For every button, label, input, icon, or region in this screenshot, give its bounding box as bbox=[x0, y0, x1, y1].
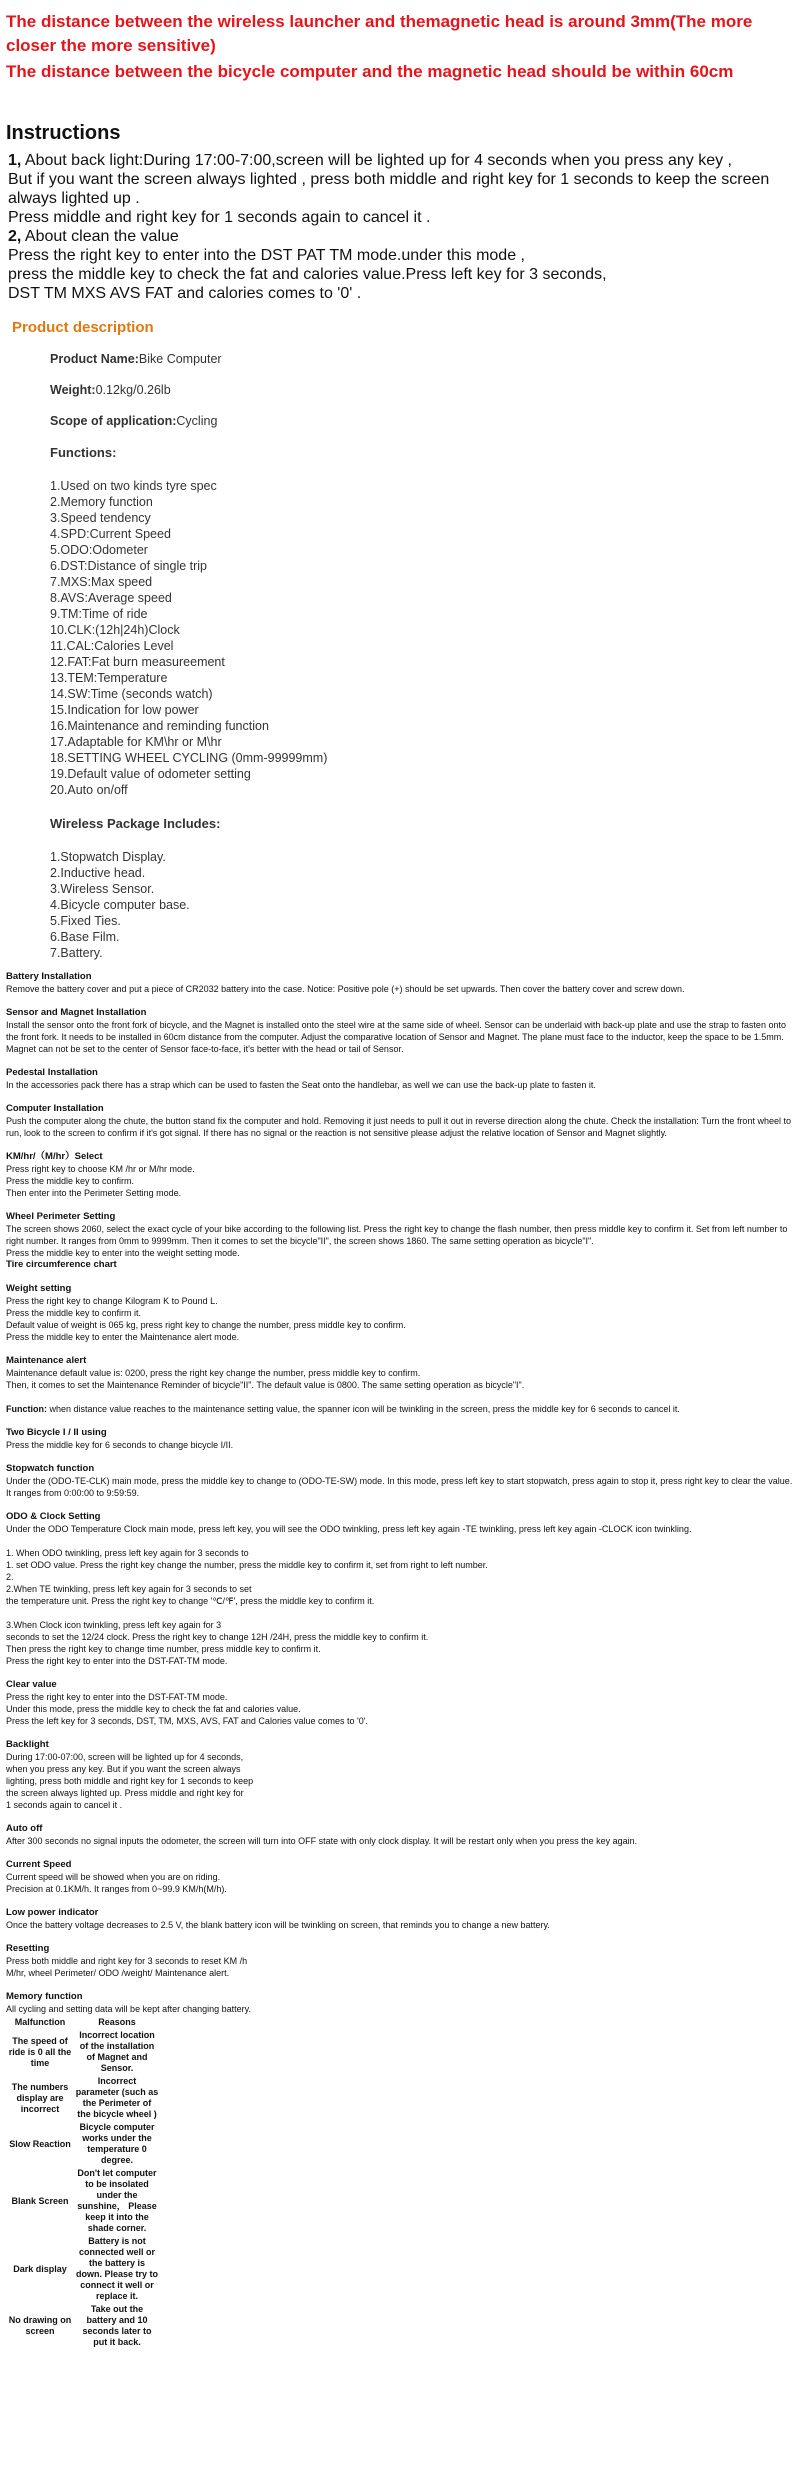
manual-line: Press the right key to enter into the DST-FAT-TM mode. bbox=[6, 1656, 228, 1666]
manual-section bbox=[6, 1991, 794, 2015]
table-row bbox=[6, 2121, 160, 2167]
manual-line: Press the middle key to confirm it. bbox=[6, 1308, 142, 1318]
manual-section-title: Low power indicator bbox=[6, 1907, 99, 1918]
manual-section-body bbox=[6, 1523, 794, 1667]
table-row bbox=[6, 2075, 160, 2121]
functions-list bbox=[50, 478, 800, 798]
manual-line: Then, it comes to set the Maintenance Reminder of bicycle"II". The default value is 0800. The same setting operation as bicycle"I". bbox=[6, 1380, 525, 1390]
table-row bbox=[6, 2303, 160, 2349]
manual-section bbox=[6, 1151, 794, 1199]
manual-section bbox=[6, 1823, 794, 1847]
manual-section-title: Pedestal Installation bbox=[6, 1067, 98, 1078]
function-item: 7.MXS:Max speed bbox=[50, 575, 153, 589]
package-item: 5.Fixed Ties. bbox=[50, 914, 121, 928]
table-row bbox=[6, 2167, 160, 2235]
manual-section bbox=[6, 1739, 794, 1811]
manual-section-body bbox=[6, 1439, 794, 1451]
manual-section-title: Battery Installation bbox=[6, 971, 92, 982]
manual-line: Push the computer along the chute, the button stand fix the computer and hold. Removing it just needs to pull it out in reverse direction along the chute. Check the installation: Turn the front wheel to run, look to the screen to confirm if it's got signal. If there has no signal or the reaction is not sensitive please adjust the relative location of Sensor and Magnet slightly. bbox=[6, 1116, 794, 1138]
manual-section bbox=[6, 1511, 794, 1667]
manual-section-body bbox=[6, 1751, 794, 1811]
function-item: 9.TM:Time of ride bbox=[50, 607, 148, 621]
manual-extra-title: Tire circumference chart bbox=[6, 1259, 117, 1270]
reason-cell: Battery is not connected well or the battery is down. Please try to connect it well or replace it. bbox=[75, 2236, 159, 2301]
product-details bbox=[50, 352, 800, 961]
manual-line: Then press the right key to change time number, press middle key to confirm it. bbox=[6, 1644, 321, 1654]
manual-section-body bbox=[6, 1019, 794, 1055]
manual-line: 1. set ODO value. Press the right key change the number, press the middle key to confirm it, set from right to left number. bbox=[6, 1560, 488, 1570]
manual-section-body bbox=[6, 1475, 794, 1499]
instruction-line bbox=[0, 151, 800, 170]
manual-line bbox=[6, 1535, 794, 1547]
manual-line: Press the left key for 3 seconds, DST, TM, MXS, AVS, FAT and Calories value comes to '0'. bbox=[6, 1716, 368, 1726]
warning-line-2: The distance between the bicycle computer and the magnetic head should be within 60cm bbox=[6, 62, 734, 81]
manual-inline-line bbox=[6, 1403, 794, 1415]
package-item: 2.Inductive head. bbox=[50, 866, 146, 880]
function-item: 3.Speed tendency bbox=[50, 511, 151, 525]
malfunction-cell: Dark display bbox=[13, 2263, 67, 2274]
manual-section-body bbox=[6, 1835, 794, 1847]
manual-section bbox=[6, 1463, 794, 1499]
weight-value: 0.12kg/0.26lb bbox=[95, 383, 171, 397]
reason-cell: Incorrect location of the installation of Magnet and Sensor. bbox=[79, 2030, 155, 2073]
functions-label: Functions: bbox=[50, 445, 117, 460]
manual-line: 1 seconds again to cancel it . bbox=[6, 1800, 123, 1810]
manual-section bbox=[6, 1007, 794, 1055]
weight-field bbox=[50, 383, 800, 397]
manual-section bbox=[6, 1907, 794, 1931]
product-name-label: Product Name: bbox=[50, 352, 139, 366]
manual-line bbox=[6, 1607, 794, 1619]
package-item: 3.Wireless Sensor. bbox=[50, 882, 155, 896]
scope-label: Scope of application: bbox=[50, 414, 177, 428]
malfunction-header: Malfunction bbox=[14, 2017, 66, 2027]
reason-cell: Take out the battery and 10 seconds later to put it back. bbox=[82, 2304, 152, 2347]
manual-section-body bbox=[6, 1367, 794, 1391]
manual-section-body bbox=[6, 1871, 794, 1895]
function-item: 5.ODO:Odometer bbox=[50, 543, 148, 557]
manual-section-title: Resetting bbox=[6, 1943, 50, 1954]
manual-section-title: Wheel Perimeter Setting bbox=[6, 1211, 116, 1222]
function-item: 6.DST:Distance of single trip bbox=[50, 559, 208, 573]
function-item: 2.Memory function bbox=[50, 495, 153, 509]
malfunction-cell: The numbers display are incorrect bbox=[11, 2081, 69, 2114]
manual-line: the temperature unit. Press the right key to change '℃/℉', press the middle key to confirm it. bbox=[6, 1596, 375, 1606]
reasons-header: Reasons bbox=[98, 2017, 136, 2027]
manual-line: the screen always lighted up. Press middle and right key for bbox=[6, 1788, 244, 1798]
manual-section-body bbox=[6, 2003, 794, 2015]
instruction-number: 1, bbox=[8, 152, 22, 169]
manual-line: Press right key to choose KM /hr or M/hr mode. bbox=[6, 1164, 195, 1174]
package-item: 7.Battery. bbox=[50, 946, 103, 960]
manual-line: M/hr, wheel Perimeter/ ODO /weight/ Maintenance alert. bbox=[6, 1968, 230, 1978]
instruction-line bbox=[0, 284, 800, 303]
function-item: 8.AVS:Average speed bbox=[50, 591, 172, 605]
warning-line-1: The distance between the wireless launcher and themagnetic head is around 3mm(The more closer the more sensitive) bbox=[6, 12, 753, 55]
manual-line: Once the battery voltage decreases to 2.5 V, the blank battery icon will be twinkling on screen, that reminds you to change a new battery. bbox=[6, 1920, 550, 1930]
manual-section bbox=[6, 1283, 794, 1343]
function-item: 20.Auto on/off bbox=[50, 783, 128, 797]
manual-line: Default value of weight is 065 kg, press right key to change the number, press middle key to confirm. bbox=[6, 1320, 406, 1330]
manual-line: Press both middle and right key for 3 seconds to reset KM /h bbox=[6, 1956, 248, 1966]
manual-section-body bbox=[6, 1295, 794, 1343]
manual-section bbox=[6, 1859, 794, 1895]
malfunction-cell: The speed of ride is 0 all the time bbox=[8, 2035, 72, 2068]
manual-line: lighting, press both middle and right key for 1 seconds to keep bbox=[6, 1776, 254, 1786]
table-row bbox=[6, 2029, 160, 2075]
manual-section bbox=[6, 1679, 794, 1727]
manual-section bbox=[6, 1427, 794, 1451]
manual-line: Under this mode, press the middle key to check the fat and calories value. bbox=[6, 1704, 301, 1714]
manual-section-title: Two Bicycle I / II using bbox=[6, 1427, 107, 1438]
manual-section bbox=[6, 1355, 794, 1391]
manual-line: The screen shows 2060, select the exact cycle of your bike according to the following list. Press the right key to change the flash number, then press middle key to confirm it. Set from left number to right number. It ranges from 0mm to 9999mm. Then it comes to set the bicycle"II", the screen shows 1860. The same setting operation as bicycle"I". bbox=[6, 1224, 790, 1246]
manual-sections bbox=[0, 971, 800, 2015]
malfunction-table-header bbox=[6, 2016, 160, 2029]
product-name-value: Bike Computer bbox=[138, 352, 222, 366]
manual-line: During 17:00-07:00, screen will be lighted up for 4 seconds, bbox=[6, 1752, 244, 1762]
manual-section-title: Stopwatch function bbox=[6, 1463, 95, 1474]
warning-block bbox=[0, 0, 800, 84]
instructions-section bbox=[0, 122, 800, 303]
manual-line: Precision at 0.1KM/h. It ranges from 0~99.9 KM/h(M/h). bbox=[6, 1884, 227, 1894]
product-description bbox=[0, 319, 800, 961]
manual-section-body bbox=[6, 1115, 794, 1139]
instruction-text: Press the right key to enter into the DST PAT TM mode.under this mode , bbox=[8, 247, 525, 264]
function-item: 10.CLK:(12h|24h)Clock bbox=[50, 623, 180, 637]
instruction-text: DST TM MXS AVS FAT and calories comes to '0' . bbox=[8, 285, 362, 302]
manual-section bbox=[6, 1211, 794, 1271]
manual-section-title: Auto off bbox=[6, 1823, 43, 1834]
manual-section bbox=[6, 1103, 794, 1139]
manual-section bbox=[6, 1067, 794, 1091]
manual-line: Under the ODO Temperature Clock main mode, press left key, you will see the ODO twinkling, press left key again -TE twinkling, press left key again -CLOCK icon twinkling. bbox=[6, 1524, 692, 1534]
manual-line: Press the right key to enter into the DST-FAT-TM mode. bbox=[6, 1692, 228, 1702]
manual-section-body bbox=[6, 1691, 794, 1727]
reason-cell: Incorrect parameter (such as the Perimeter of the bicycle wheel ) bbox=[75, 2076, 159, 2119]
manual-line: All cycling and setting data will be kept after changing battery. bbox=[6, 2004, 251, 2014]
package-list bbox=[50, 849, 800, 961]
malfunction-cell: No drawing on screen bbox=[8, 2315, 72, 2336]
instruction-line bbox=[0, 208, 800, 227]
manual-line: 1. When ODO twinkling, press left key again for 3 seconds to bbox=[6, 1548, 249, 1558]
function-item: 16.Maintenance and reminding function bbox=[50, 719, 269, 733]
instruction-number: 2, bbox=[8, 228, 22, 245]
function-item: 17.Adaptable for KM\hr or M\hr bbox=[50, 735, 222, 749]
product-name-field bbox=[50, 352, 800, 366]
instruction-line bbox=[0, 265, 800, 284]
weight-label: Weight: bbox=[50, 383, 96, 397]
function-item: 13.TEM:Temperature bbox=[50, 671, 168, 685]
manual-section-body bbox=[6, 1919, 794, 1931]
instructions-lines bbox=[0, 151, 800, 303]
manual-section bbox=[6, 1943, 794, 1979]
manual-line: Current speed will be showed when you are on riding. bbox=[6, 1872, 221, 1882]
manual-section-title: Weight setting bbox=[6, 1283, 72, 1294]
manual-section-body bbox=[6, 1223, 794, 1271]
package-item: 6.Base Film. bbox=[50, 930, 120, 944]
manual-line: 2.When TE twinkling, press left key again for 3 seconds to set bbox=[6, 1584, 252, 1594]
instructions-title: Instructions bbox=[6, 122, 121, 144]
manual-section-body bbox=[6, 1955, 794, 1979]
manual-section bbox=[6, 1403, 794, 1415]
manual-section-body bbox=[6, 983, 794, 995]
malfunction-cell: Blank Screen bbox=[11, 2195, 69, 2206]
scope-value: Cycling bbox=[176, 414, 218, 428]
manual-line: Remove the battery cover and put a piece of CR2032 battery into the case. Notice: Positive pole (+) should be set upwards. Then cover the battery cover and screw down. bbox=[6, 984, 685, 994]
manual-line: 3.When Clock icon twinkling, press left key again for 3 bbox=[6, 1620, 222, 1630]
reason-cell: Bicycle computer works under the temperature 0 degree. bbox=[79, 2122, 155, 2165]
malfunction-cell: Slow Reaction bbox=[9, 2138, 71, 2149]
manual-line: 2. bbox=[6, 1572, 14, 1582]
manual-section-title: Maintenance alert bbox=[6, 1355, 87, 1366]
manual-section-title: Backlight bbox=[6, 1739, 49, 1750]
function-item: 14.SW:Time (seconds watch) bbox=[50, 687, 213, 701]
manual-line: seconds to set the 12/24 clock. Press the right key to change 12H /24H, press the middle key to confirm it. bbox=[6, 1632, 429, 1642]
manual-line: Press the right key to change Kilogram K to Pound L. bbox=[6, 1296, 218, 1306]
instruction-text: About clean the value bbox=[21, 228, 179, 245]
manual-section-title: Sensor and Magnet Installation bbox=[6, 1007, 147, 1018]
manual-line: Then enter into the Perimeter Setting mode. bbox=[6, 1188, 182, 1198]
manual-section-title: Function: bbox=[6, 1404, 47, 1414]
manual-line: Install the sensor onto the front fork of bicycle, and the Magnet is installed onto the steel wire at the same side of wheel. Sensor can be underlaid with back-up plate and use the strap to fasten onto the front fork. It needs to be installed in 60cm distance from the computer. Adjust the comparative location of Sensor and Magnet. The plane must face to the inductor, keep the space to be 1.5mm. Magnet can not be set to the center of Sensor face-to-face, it's better with the head or tail of Sensor. bbox=[6, 1020, 789, 1054]
instruction-line bbox=[0, 246, 800, 265]
manual-line: After 300 seconds no signal inputs the odometer, the screen will turn into OFF state with only clock display. It will be restart only when you press the key again. bbox=[6, 1836, 638, 1846]
manual-line: Press the middle key to confirm. bbox=[6, 1176, 135, 1186]
instruction-text: press the middle key to check the fat and calories value.Press left key for 3 seconds, bbox=[8, 266, 607, 283]
malfunction-section bbox=[0, 2016, 800, 2349]
instruction-text: But if you want the screen always lighted , press both middle and right key for 1 seconds to keep the screen always lighted up . bbox=[8, 171, 770, 207]
package-item: 4.Bicycle computer base. bbox=[50, 898, 190, 912]
manual-section-body bbox=[6, 1163, 794, 1199]
manual-line: Press the middle key to enter the Maintenance alert mode. bbox=[6, 1332, 240, 1342]
manual-line: Press the middle key to enter into the weight setting mode. bbox=[6, 1248, 240, 1258]
table-row bbox=[6, 2235, 160, 2303]
instruction-text: Press middle and right key for 1 seconds again to cancel it . bbox=[8, 209, 431, 226]
instruction-line bbox=[0, 170, 800, 208]
scope-field bbox=[50, 414, 800, 428]
instruction-line bbox=[0, 227, 800, 246]
function-item: 1.Used on two kinds tyre spec bbox=[50, 479, 217, 493]
manual-section-title: Clear value bbox=[6, 1679, 57, 1690]
product-description-title: Product description bbox=[12, 319, 154, 336]
manual-section bbox=[6, 971, 794, 995]
manual-section-title: Current Speed bbox=[6, 1859, 72, 1870]
manual-line: Maintenance default value is: 0200, press the right key change the number, press middle key to confirm. bbox=[6, 1368, 421, 1378]
manual-line: In the accessories pack there has a strap which can be used to fasten the Seat onto the handlebar, as well we can use the back-up plate to fasten it. bbox=[6, 1080, 596, 1090]
function-item: 4.SPD:Current Speed bbox=[50, 527, 171, 541]
manual-line: Press the middle key for 6 seconds to change bicycle I/II. bbox=[6, 1440, 234, 1450]
instruction-text: About back light:During 17:00-7:00,screen will be lighted up for 4 seconds when you press any key , bbox=[21, 152, 732, 169]
manual-line: when you press any key. But if you want the screen always bbox=[6, 1764, 241, 1774]
manual-section-body bbox=[6, 1079, 794, 1091]
function-item: 12.FAT:Fat burn measureement bbox=[50, 655, 225, 669]
function-item: 11.CAL:Calories Level bbox=[50, 639, 174, 653]
manual-section-title: KM/hr/（M/hr）Select bbox=[6, 1151, 103, 1162]
reason-cell: Don't let computer to be insolated under the sunshine， Please keep it into the shade corner. bbox=[77, 2168, 157, 2233]
function-item: 18.SETTING WHEEL CYCLING (0mm-99999mm) bbox=[50, 751, 328, 765]
manual-section-text: when distance value reaches to the maintenance setting value, the spanner icon will be twinkling in the screen, press the middle key for 6 seconds to cancel it. bbox=[47, 1404, 680, 1414]
function-item: 19.Default value of odometer setting bbox=[50, 767, 251, 781]
manual-section-title: ODO & Clock Setting bbox=[6, 1511, 101, 1522]
function-item: 15.Indication for low power bbox=[50, 703, 199, 717]
manual-section-title: Computer Installation bbox=[6, 1103, 104, 1114]
malfunction-table bbox=[6, 2016, 160, 2349]
package-item: 1.Stopwatch Display. bbox=[50, 850, 166, 864]
package-label: Wireless Package Includes: bbox=[50, 816, 221, 831]
manual-section-title: Memory function bbox=[6, 1991, 83, 2002]
manual-line: Under the (ODO-TE-CLK) main mode, press the middle key to change to (ODO-TE-SW) mode. In this mode, press left key to start stopwatch, press again to stop it, press right key to clear the value. It ranges from 0:00:00 to 9:59:59. bbox=[6, 1476, 795, 1498]
